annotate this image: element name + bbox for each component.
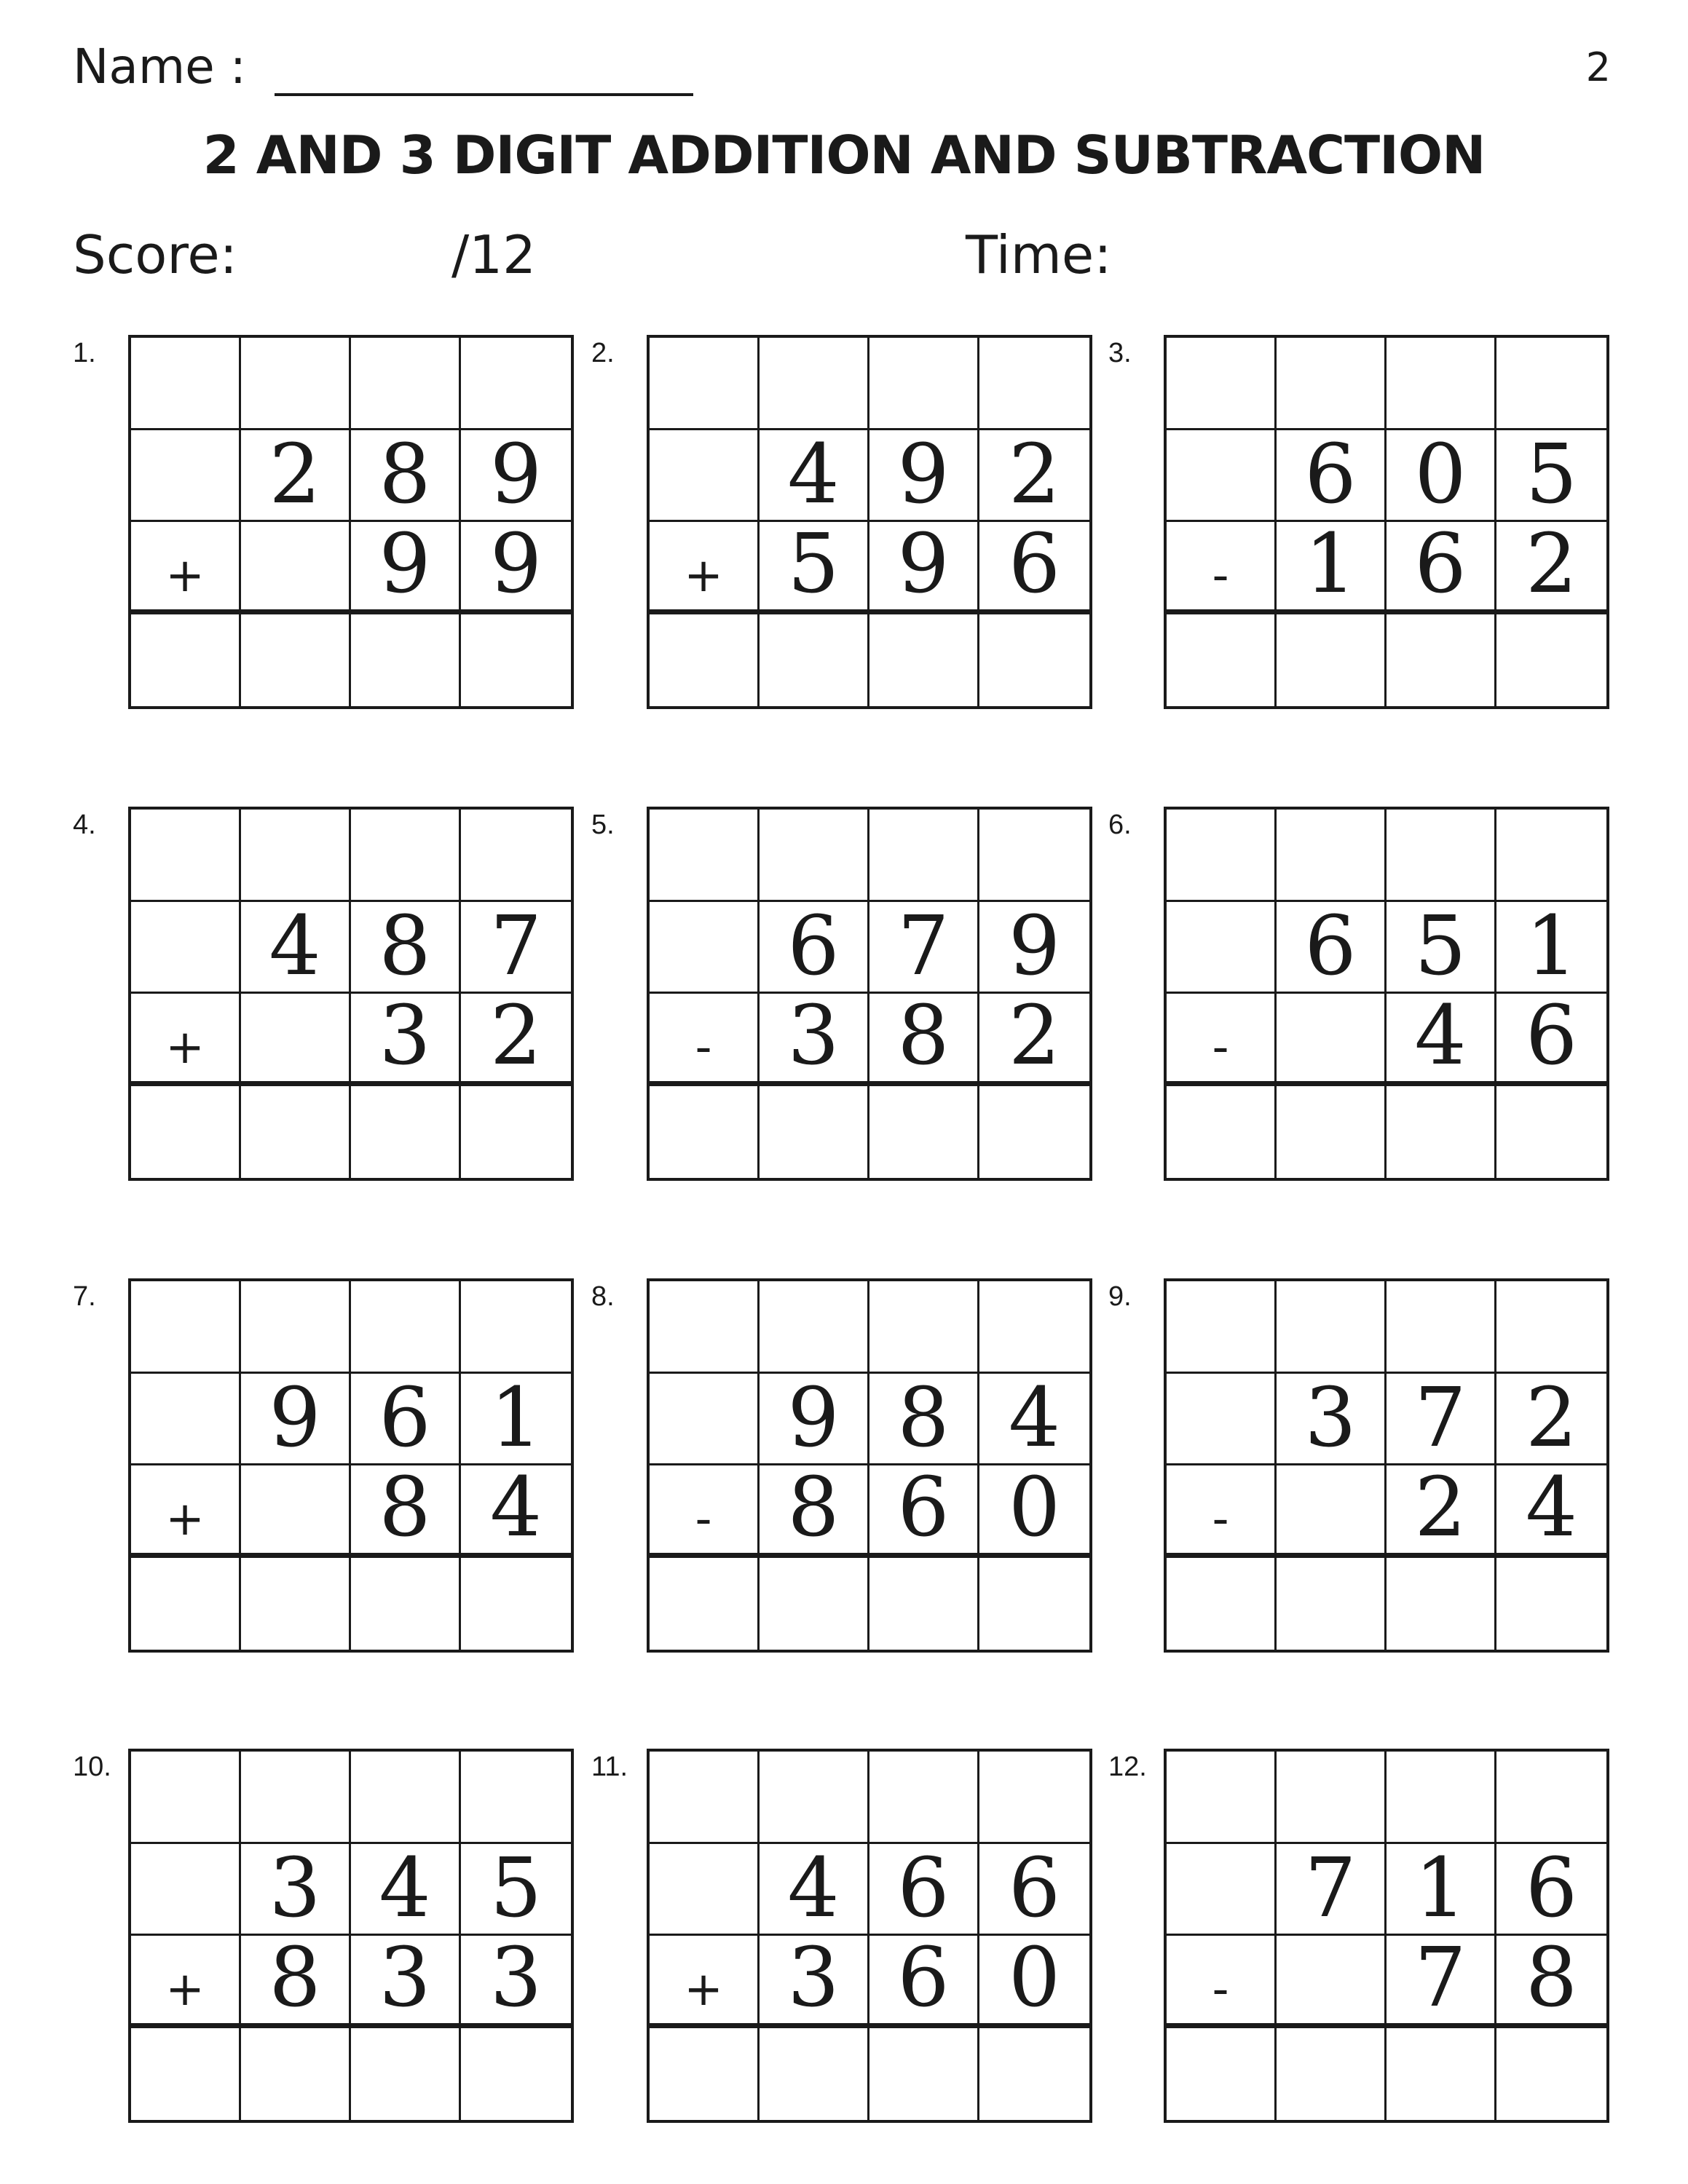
carry-cell[interactable] [1387, 1752, 1496, 1844]
bottom-digit-cell [1277, 994, 1387, 1086]
answer-cell[interactable] [351, 1086, 461, 1179]
problem-grid [1164, 1749, 1609, 2123]
answer-cell[interactable] [461, 2028, 571, 2121]
top-digit-cell: 7 [1277, 1844, 1387, 1936]
answer-cell[interactable] [1496, 1086, 1606, 1179]
answer-cell[interactable] [760, 1086, 869, 1179]
top-digit-cell: 6 [760, 902, 869, 994]
answer-cell[interactable] [131, 1558, 241, 1650]
answer-cell[interactable] [1167, 1086, 1277, 1179]
problem-12 [1108, 1749, 1618, 2127]
bottom-digit-cell [1277, 1936, 1387, 2028]
answer-cell[interactable] [760, 1558, 869, 1650]
operator-sign: - [650, 994, 760, 1086]
carry-cell[interactable] [760, 1281, 869, 1374]
bottom-digit-cell: 6 [869, 1936, 979, 2028]
score-total: /12 [451, 224, 536, 285]
top-digit-cell [1167, 1374, 1277, 1466]
problem-grid [128, 807, 574, 1181]
top-digit-cell [650, 902, 760, 994]
top-digit-cell: 4 [241, 902, 351, 994]
bottom-digit-cell: 6 [1387, 522, 1496, 614]
name-input-line[interactable] [275, 48, 693, 96]
problem-4 [73, 807, 583, 1185]
problem-number: 6. [1108, 810, 1132, 840]
top-digit-cell: 7 [1387, 1374, 1496, 1466]
carry-cell[interactable] [1167, 1752, 1277, 1844]
problem-grid [128, 1278, 574, 1653]
top-digit-cell: 1 [1496, 902, 1606, 994]
problem-1 [73, 335, 583, 713]
problem-number: 10. [73, 1752, 111, 1782]
top-digit-cell [131, 1374, 241, 1466]
operator-sign: - [1167, 1936, 1277, 2028]
answer-cell[interactable] [1167, 2028, 1277, 2121]
answer-cell[interactable] [131, 1086, 241, 1179]
problem-11 [591, 1749, 1101, 2127]
top-digit-cell [1167, 1844, 1277, 1936]
bottom-digit-cell: 3 [760, 994, 869, 1086]
problem-2 [591, 335, 1101, 713]
carry-cell[interactable] [241, 1281, 351, 1374]
operator-sign: + [131, 994, 241, 1086]
operator-sign: - [650, 1465, 760, 1558]
answer-cell[interactable] [131, 2028, 241, 2121]
top-digit-cell: 6 [979, 1844, 1089, 1936]
top-digit-cell: 9 [760, 1374, 869, 1466]
top-digit-cell [1167, 902, 1277, 994]
operator-sign: - [1167, 994, 1277, 1086]
top-digit-cell: 2 [241, 430, 351, 523]
problem-number: 3. [1108, 338, 1132, 368]
carry-cell[interactable] [461, 1281, 571, 1374]
top-digit-cell [650, 1844, 760, 1936]
problem-number: 4. [73, 810, 96, 840]
answer-cell[interactable] [979, 614, 1089, 707]
answer-cell[interactable] [650, 1558, 760, 1650]
answer-cell[interactable] [241, 614, 351, 707]
answer-cell[interactable] [979, 1086, 1089, 1179]
carry-cell[interactable] [351, 1281, 461, 1374]
carry-cell[interactable] [650, 1281, 760, 1374]
answer-cell[interactable] [1277, 614, 1387, 707]
answer-cell[interactable] [979, 1558, 1089, 1650]
answer-cell[interactable] [351, 614, 461, 707]
carry-cell[interactable] [1496, 1752, 1606, 1844]
carry-cell[interactable] [1277, 338, 1387, 430]
top-digit-cell: 8 [351, 430, 461, 523]
problem-7 [73, 1278, 583, 1657]
problem-number: 11. [591, 1752, 628, 1782]
bottom-digit-cell: 8 [869, 994, 979, 1086]
bottom-digit-cell: 3 [351, 1936, 461, 2028]
carry-cell[interactable] [979, 338, 1089, 430]
top-digit-cell: 4 [979, 1374, 1089, 1466]
carry-cell[interactable] [760, 1752, 869, 1844]
carry-cell[interactable] [351, 1752, 461, 1844]
top-digit-cell [131, 430, 241, 523]
carry-cell[interactable] [241, 1752, 351, 1844]
carry-cell[interactable] [131, 338, 241, 430]
top-digit-cell: 0 [1387, 430, 1496, 523]
answer-cell[interactable] [1277, 1086, 1387, 1179]
bottom-digit-cell: 0 [979, 1465, 1089, 1558]
bottom-digit-cell: 8 [241, 1936, 351, 2028]
bottom-digit-cell: 2 [1496, 522, 1606, 614]
bottom-digit-cell: 9 [461, 522, 571, 614]
answer-cell[interactable] [241, 1086, 351, 1179]
bottom-digit-cell [1277, 1465, 1387, 1558]
bottom-digit-cell: 6 [979, 522, 1089, 614]
bottom-digit-cell: 5 [760, 522, 869, 614]
operator-sign: + [131, 1936, 241, 2028]
operator-sign: + [131, 522, 241, 614]
bottom-digit-cell: 4 [461, 1465, 571, 1558]
answer-cell[interactable] [869, 2028, 979, 2121]
top-digit-cell: 9 [241, 1374, 351, 1466]
carry-cell[interactable] [869, 1281, 979, 1374]
top-digit-cell: 3 [1277, 1374, 1387, 1466]
bottom-digit-cell: 9 [351, 522, 461, 614]
top-digit-cell: 2 [979, 430, 1089, 523]
answer-cell[interactable] [1496, 1558, 1606, 1650]
top-digit-cell: 6 [351, 1374, 461, 1466]
answer-cell[interactable] [131, 614, 241, 707]
top-digit-cell: 7 [869, 902, 979, 994]
answer-cell[interactable] [650, 1086, 760, 1179]
carry-cell[interactable] [461, 810, 571, 902]
operator-sign: + [650, 1936, 760, 2028]
problem-number: 2. [591, 338, 615, 368]
top-digit-cell: 7 [461, 902, 571, 994]
bottom-digit-cell: 2 [1387, 1465, 1496, 1558]
carry-cell[interactable] [461, 338, 571, 430]
answer-cell[interactable] [869, 614, 979, 707]
carry-cell[interactable] [869, 810, 979, 902]
top-digit-cell: 1 [1387, 1844, 1496, 1936]
top-digit-cell: 2 [1496, 1374, 1606, 1466]
carry-cell[interactable] [461, 1752, 571, 1844]
top-digit-cell [650, 1374, 760, 1466]
answer-cell[interactable] [461, 1086, 571, 1179]
top-digit-cell: 6 [1277, 902, 1387, 994]
problem-grid [128, 1749, 574, 2123]
carry-cell[interactable] [1167, 338, 1277, 430]
answer-cell[interactable] [1167, 614, 1277, 707]
top-digit-cell: 6 [1496, 1844, 1606, 1936]
answer-cell[interactable] [760, 2028, 869, 2121]
answer-cell[interactable] [1167, 1558, 1277, 1650]
carry-cell[interactable] [1387, 1281, 1496, 1374]
bottom-digit-cell: 2 [979, 994, 1089, 1086]
carry-cell[interactable] [1387, 810, 1496, 902]
bottom-digit-cell: 8 [1496, 1936, 1606, 2028]
answer-cell[interactable] [650, 614, 760, 707]
carry-cell[interactable] [869, 338, 979, 430]
operator-sign: - [1167, 522, 1277, 614]
score-label: Score: [73, 224, 237, 285]
bottom-digit-cell: 0 [979, 1936, 1089, 2028]
carry-cell[interactable] [979, 1281, 1089, 1374]
bottom-digit-cell: 6 [869, 1465, 979, 1558]
answer-cell[interactable] [1277, 1558, 1387, 1650]
bottom-digit-cell: 3 [461, 1936, 571, 2028]
carry-cell[interactable] [1277, 1752, 1387, 1844]
answer-cell[interactable] [869, 1086, 979, 1179]
time-label: Time: [966, 224, 1112, 285]
top-digit-cell: 6 [1277, 430, 1387, 523]
carry-cell[interactable] [650, 1752, 760, 1844]
top-digit-cell: 9 [461, 430, 571, 523]
bottom-digit-cell: 7 [1387, 1936, 1496, 2028]
carry-cell[interactable] [131, 1281, 241, 1374]
top-digit-cell [650, 430, 760, 523]
problem-grid [647, 807, 1092, 1181]
carry-cell[interactable] [1496, 1281, 1606, 1374]
answer-cell[interactable] [1387, 2028, 1496, 2121]
carry-cell[interactable] [1167, 1281, 1277, 1374]
carry-cell[interactable] [760, 338, 869, 430]
answer-cell[interactable] [650, 2028, 760, 2121]
problem-grid [647, 1278, 1092, 1653]
answer-cell[interactable] [241, 2028, 351, 2121]
problem-9 [1108, 1278, 1618, 1657]
carry-cell[interactable] [979, 1752, 1089, 1844]
top-digit-cell [131, 902, 241, 994]
problem-3 [1108, 335, 1618, 713]
carry-cell[interactable] [869, 1752, 979, 1844]
top-digit-cell: 3 [241, 1844, 351, 1936]
carry-cell[interactable] [1496, 810, 1606, 902]
bottom-digit-cell: 3 [760, 1936, 869, 2028]
problem-number: 8. [591, 1281, 615, 1312]
problem-number: 12. [1108, 1752, 1147, 1782]
problem-number: 7. [73, 1281, 96, 1312]
top-digit-cell: 4 [351, 1844, 461, 1936]
worksheet-title: 2 AND 3 DIGIT ADDITION AND SUBTRACTION [202, 124, 1486, 186]
top-digit-cell [131, 1844, 241, 1936]
bottom-digit-cell: 4 [1387, 994, 1496, 1086]
answer-cell[interactable] [351, 2028, 461, 2121]
bottom-digit-cell: 3 [351, 994, 461, 1086]
answer-cell[interactable] [760, 614, 869, 707]
problem-number: 5. [591, 810, 615, 840]
bottom-digit-cell: 9 [869, 522, 979, 614]
problem-number: 1. [73, 338, 96, 368]
top-digit-cell: 4 [760, 1844, 869, 1936]
answer-cell[interactable] [1496, 2028, 1606, 2121]
answer-cell[interactable] [1387, 1086, 1496, 1179]
problem-8 [591, 1278, 1101, 1657]
carry-cell[interactable] [1277, 810, 1387, 902]
problem-grid [1164, 1278, 1609, 1653]
bottom-digit-cell: 8 [351, 1465, 461, 1558]
carry-cell[interactable] [1496, 338, 1606, 430]
carry-cell[interactable] [131, 810, 241, 902]
answer-cell[interactable] [461, 1558, 571, 1650]
carry-cell[interactable] [351, 338, 461, 430]
problem-6 [1108, 807, 1618, 1185]
top-digit-cell: 8 [351, 902, 461, 994]
answer-cell[interactable] [869, 1558, 979, 1650]
carry-cell[interactable] [1167, 810, 1277, 902]
answer-cell[interactable] [1496, 614, 1606, 707]
top-digit-cell: 9 [979, 902, 1089, 994]
problem-grid [128, 335, 574, 709]
carry-cell[interactable] [351, 810, 461, 902]
operator-sign: - [1167, 1465, 1277, 1558]
operator-sign: + [131, 1465, 241, 1558]
bottom-digit-cell: 6 [1496, 994, 1606, 1086]
top-digit-cell: 9 [869, 430, 979, 523]
problem-10 [73, 1749, 583, 2127]
top-digit-cell: 4 [760, 430, 869, 523]
answer-cell[interactable] [1387, 614, 1496, 707]
top-digit-cell [1167, 430, 1277, 523]
bottom-digit-cell [241, 1465, 351, 1558]
answer-cell[interactable] [1277, 2028, 1387, 2121]
carry-cell[interactable] [650, 810, 760, 902]
answer-cell[interactable] [351, 1558, 461, 1650]
problem-grid [1164, 335, 1609, 709]
problem-grid [647, 1749, 1092, 2123]
problem-grid [647, 335, 1092, 709]
problem-number: 9. [1108, 1281, 1132, 1312]
answer-cell[interactable] [1387, 1558, 1496, 1650]
bottom-digit-cell [241, 994, 351, 1086]
top-digit-cell: 6 [869, 1844, 979, 1936]
carry-cell[interactable] [979, 810, 1089, 902]
page-number: 2 [1585, 44, 1611, 90]
carry-cell[interactable] [131, 1752, 241, 1844]
carry-cell[interactable] [241, 338, 351, 430]
operator-sign: + [650, 522, 760, 614]
bottom-digit-cell: 1 [1277, 522, 1387, 614]
bottom-digit-cell: 2 [461, 994, 571, 1086]
problem-grid [1164, 807, 1609, 1181]
bottom-digit-cell [241, 522, 351, 614]
top-digit-cell: 5 [1496, 430, 1606, 523]
answer-cell[interactable] [979, 2028, 1089, 2121]
top-digit-cell: 5 [1387, 902, 1496, 994]
carry-cell[interactable] [760, 810, 869, 902]
bottom-digit-cell: 4 [1496, 1465, 1606, 1558]
carry-cell[interactable] [241, 810, 351, 902]
answer-cell[interactable] [241, 1558, 351, 1650]
bottom-digit-cell: 8 [760, 1465, 869, 1558]
problem-5 [591, 807, 1101, 1185]
carry-cell[interactable] [650, 338, 760, 430]
answer-cell[interactable] [461, 614, 571, 707]
name-label: Name : [73, 39, 246, 95]
top-digit-cell: 1 [461, 1374, 571, 1466]
name-row [73, 38, 693, 96]
top-digit-cell: 5 [461, 1844, 571, 1936]
carry-cell[interactable] [1277, 1281, 1387, 1374]
top-digit-cell: 8 [869, 1374, 979, 1466]
carry-cell[interactable] [1387, 338, 1496, 430]
